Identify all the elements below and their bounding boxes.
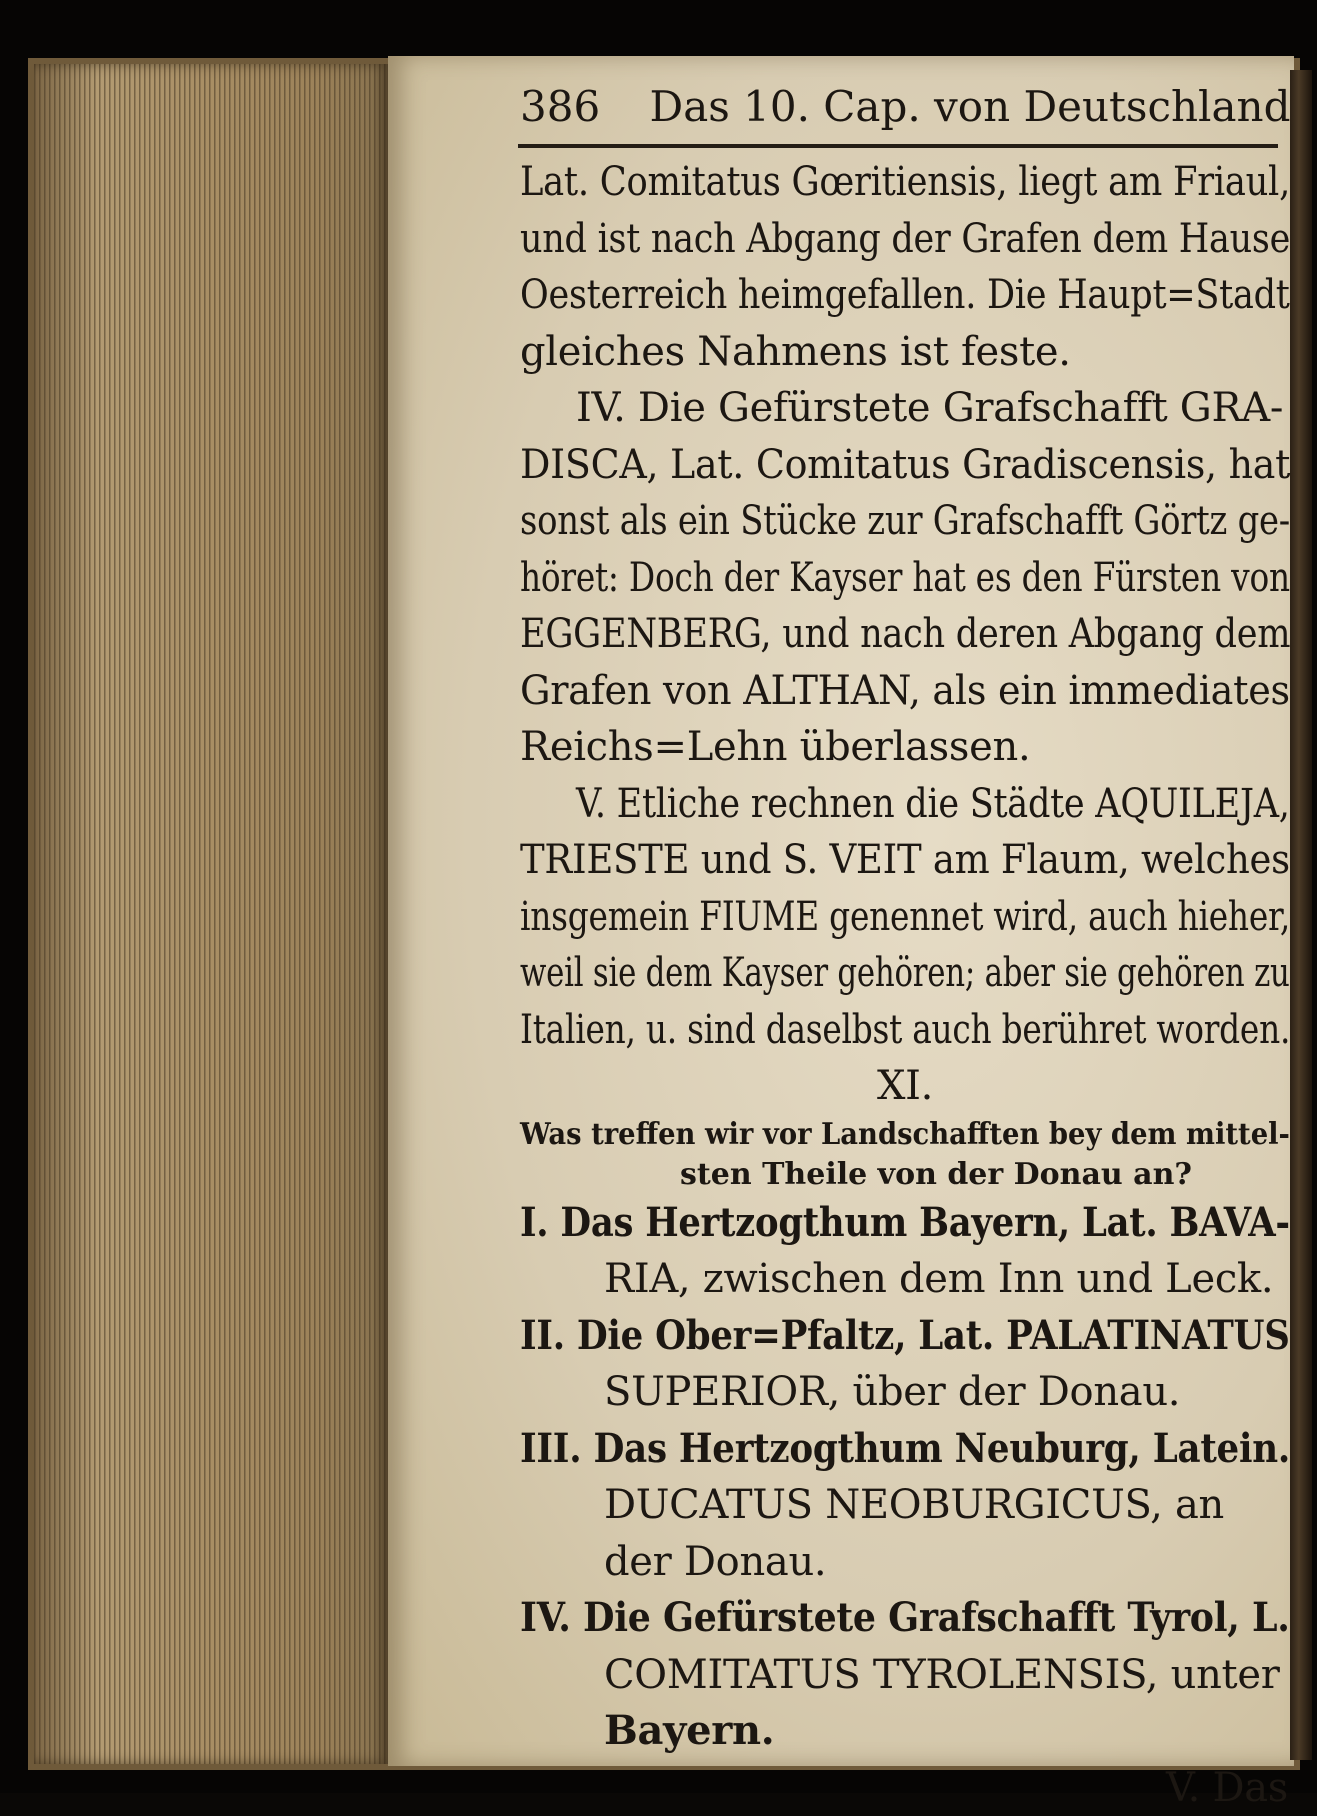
page-number: 386 bbox=[520, 82, 600, 131]
text-line: EGGENBERG, und nach deren Abgang dem bbox=[520, 606, 1290, 663]
text-line: weil sie dem Kayser gehören; aber sie gehören zu bbox=[520, 945, 1290, 1002]
list-item: SUPERIOR, über der Donau. bbox=[520, 1364, 1290, 1421]
list-item: I. Das Hertzogthum Bayern, Lat. BAVA- bbox=[520, 1195, 1290, 1252]
list-item: III. Das Hertzogthum Neuburg, Latein. bbox=[520, 1421, 1290, 1478]
text-line: TRIESTE und S. VEIT am Flaum, welches bbox=[520, 832, 1290, 889]
section-question: sten Theile von der Donau an? bbox=[520, 1155, 1290, 1195]
text-line: Oesterreich heimgefallen. Die Haupt=Stadt bbox=[520, 267, 1290, 324]
running-header bbox=[520, 78, 1290, 136]
list-item: DUCATUS NEOBURGICUS, an bbox=[520, 1477, 1290, 1534]
text-line: höret: Doch der Kayser hat es den Fürsten von bbox=[520, 550, 1290, 607]
text-line: V. Etliche rechnen die Städte AQUILEJA, bbox=[520, 776, 1290, 833]
text-line: sonst als ein Stücke zur Grafschafft Görtz ge- bbox=[520, 493, 1290, 550]
text-line: und ist nach Abgang der Grafen dem Hause bbox=[520, 211, 1290, 268]
text-line: Italien, u. sind daselbst auch berühret worden. bbox=[520, 1002, 1290, 1059]
section-question: Was treffen wir vor Landschafften bey dem mittel- bbox=[520, 1115, 1290, 1155]
page-stack-edge bbox=[34, 64, 389, 1764]
page-text bbox=[520, 78, 1290, 1816]
list-item: II. Die Ober=Pfaltz, Lat. PALATINATUS bbox=[520, 1308, 1290, 1365]
text-line: Grafen von ALTHAN, als ein immediates bbox=[520, 663, 1290, 720]
list-item: RIA, zwischen dem Inn und Leck. bbox=[520, 1251, 1290, 1308]
text-line: Reichs=Lehn überlassen. bbox=[520, 719, 1290, 776]
header-rule bbox=[518, 144, 1278, 148]
text-line: IV. Die Gefürstete Grafschafft GRA- bbox=[520, 380, 1290, 437]
page-gutter-shadow bbox=[1290, 70, 1312, 1760]
catchword: V. Das bbox=[520, 1760, 1290, 1816]
text-line: Lat. Comitatus Gœritiensis, liegt am Friaul, bbox=[520, 154, 1290, 211]
list-item: IV. Die Gefürstete Grafschafft Tyrol, L. bbox=[520, 1590, 1290, 1647]
text-line: gleiches Nahmens ist feste. bbox=[520, 324, 1290, 381]
running-title: Das 10. Cap. von Deutschland bbox=[650, 82, 1291, 131]
text-line: insgemein FIUME genennet wird, auch hieher, bbox=[520, 889, 1290, 946]
text-line: DISCA, Lat. Comitatus Gradiscensis, hat bbox=[520, 437, 1290, 494]
list-item: Bayern. bbox=[520, 1703, 1290, 1760]
list-item: der Donau. bbox=[520, 1534, 1290, 1591]
section-numeral: XI. bbox=[520, 1058, 1290, 1115]
list-item: COMITATUS TYROLENSIS, unter bbox=[520, 1647, 1290, 1704]
